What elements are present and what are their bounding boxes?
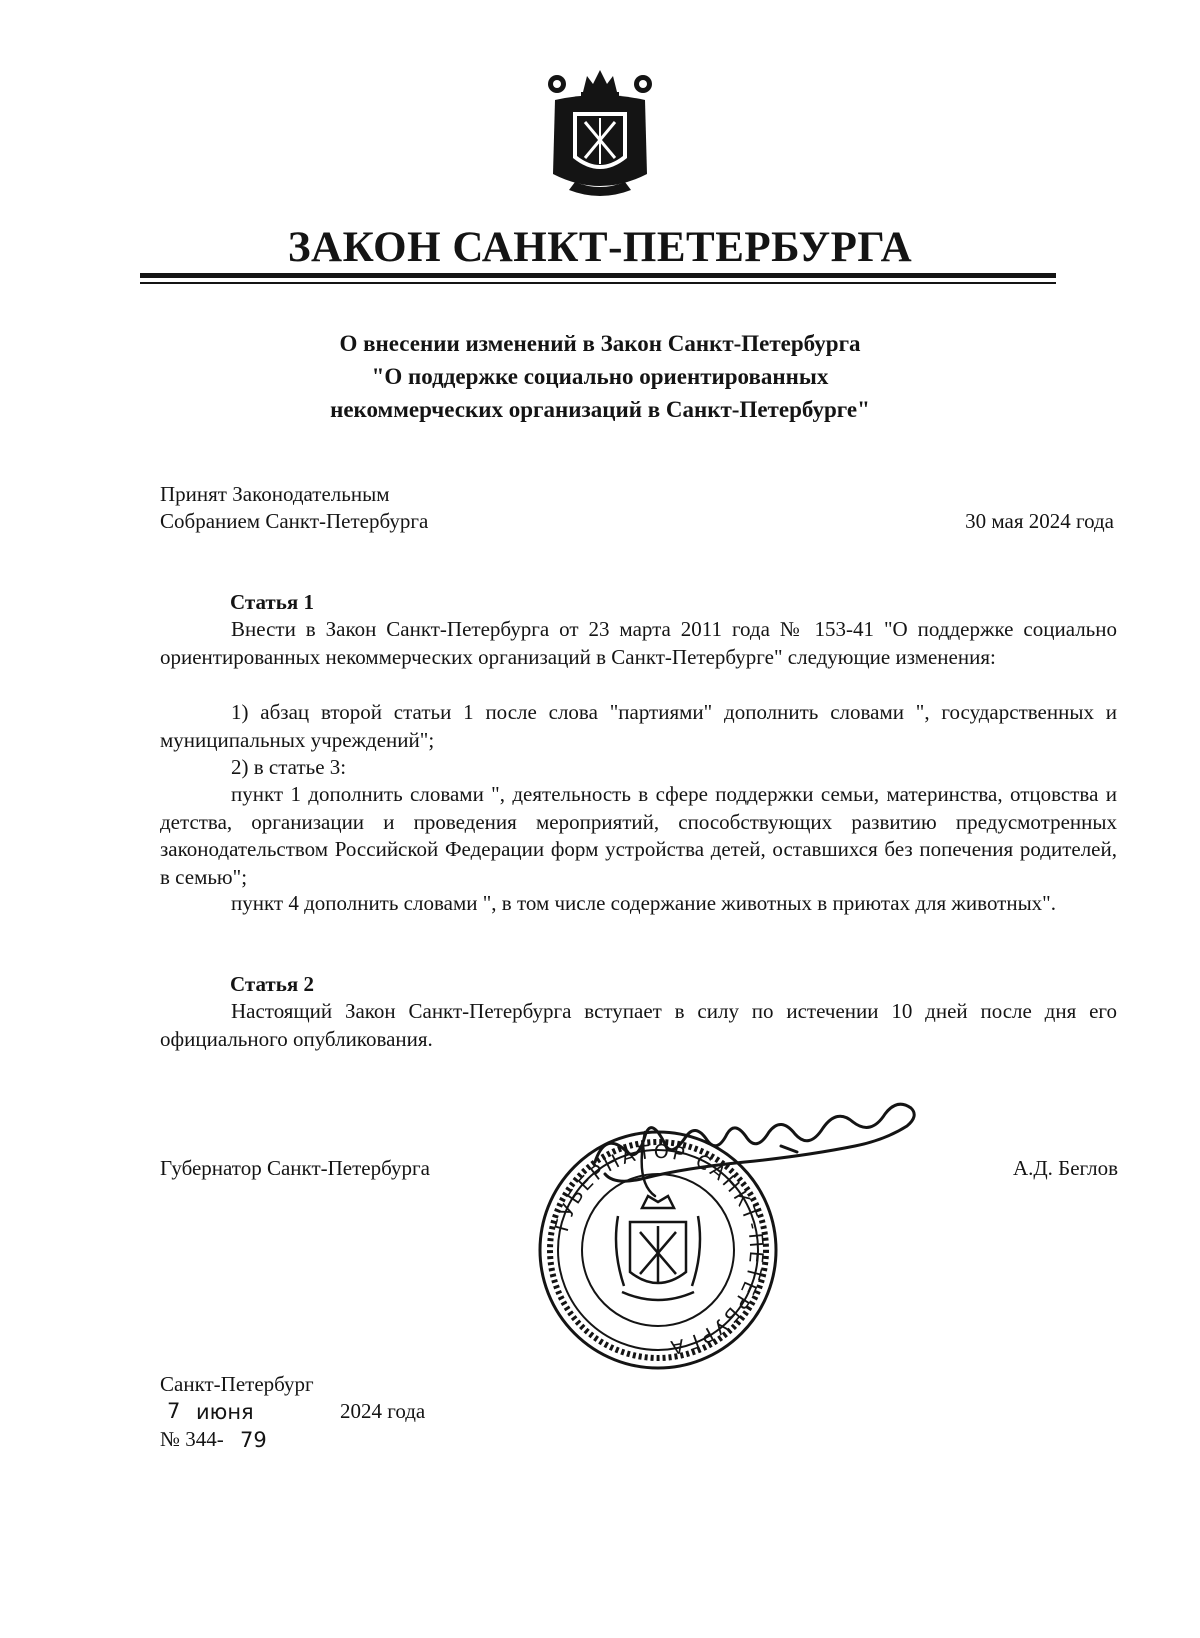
article-2-text: Настоящий Закон Санкт-Петербурга вступает в силу по истечении 10 дней после дня его официального опубликования. [160, 999, 1117, 1051]
seal-ring-text: ГУБЕРНАТОР САНКТ-ПЕТЕРБУРГА [550, 1140, 768, 1359]
coat-of-arms-emblem [535, 66, 665, 200]
footer-number-suffix: 79 [240, 1428, 267, 1452]
subtitle-line-3: некоммерческих организаций в Санкт-Петербурге" [330, 397, 870, 422]
footer-day: 7 [167, 1399, 181, 1423]
article-1-item-2: 2) в статье 3: [231, 755, 347, 779]
footer-city: Санкт-Петербург [160, 1372, 314, 1396]
law-title: ЗАКОН САНКТ-ПЕТЕРБУРГА [287, 224, 913, 271]
title-rule-thin [140, 282, 1056, 284]
article-1-point-1: пункт 1 дополнить словами ", деятельность в сфере поддержки семьи, материнства, отцовства и детства, организации и проведения мероприятий, способствующих развитию предусмотренных законодательством Российской Федерации форм устройства детей, оставшихся без попечения родителей, в семью"; [160, 782, 1117, 889]
article-2-heading: Статья 2 [230, 972, 314, 996]
governor-signature [585, 1092, 925, 1202]
title-rule-thick [140, 273, 1056, 278]
article-1-point-4: пункт 4 дополнить словами ", в том числе содержание животных в приютах для животных". [231, 891, 1057, 915]
article-1-intro: Внести в Закон Санкт-Петербурга от 23 марта 2011 года № 153-41 "О поддержке социально ориентированных некоммерческих организаций в Санкт-Петербурге" следующие изменения: [160, 617, 1117, 669]
article-1-item-1: 1) абзац второй статьи 1 после слова "партиями" дополнить словами ", государственных и муниципальных учреждений"; [160, 700, 1117, 752]
footer-number-prefix: № 344- [160, 1427, 224, 1451]
subtitle-line-1: О внесении изменений в Закон Санкт-Петербурга [339, 331, 861, 356]
adoption-line-1: Принят Законодательным [160, 482, 390, 506]
footer-month: июня [196, 1400, 254, 1424]
adoption-date: 30 мая 2024 года [965, 509, 1114, 533]
governor-position: Губернатор Санкт-Петербурга [160, 1156, 430, 1180]
article-1-heading: Статья 1 [230, 590, 314, 614]
footer-year: 2024 года [340, 1399, 426, 1423]
governor-name: А.Д. Беглов [1012, 1156, 1118, 1180]
subtitle-line-2: "О поддержке социально ориентированных [371, 364, 829, 389]
adoption-line-2: Собранием Санкт-Петербурга [160, 509, 429, 533]
